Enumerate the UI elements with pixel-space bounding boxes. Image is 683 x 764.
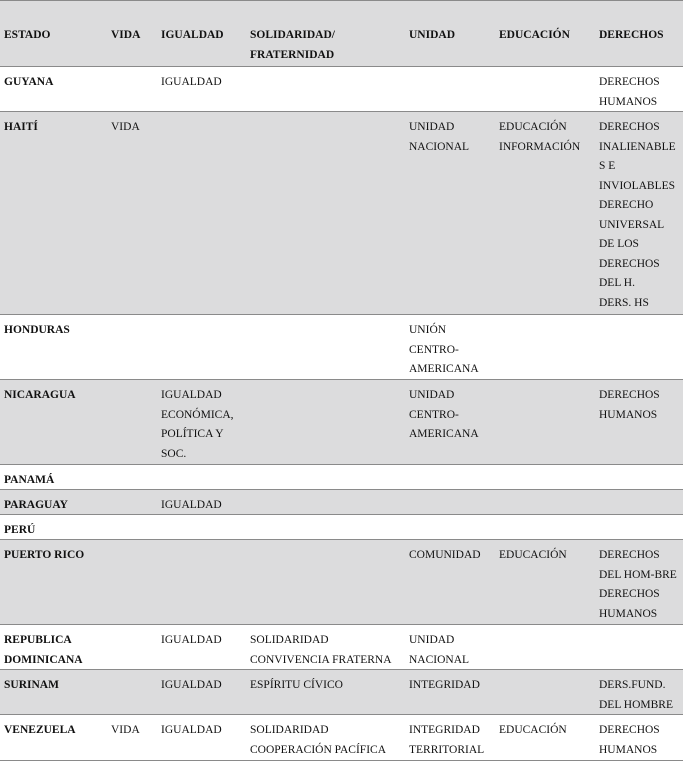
solidaridad-cell: SOLIDARIDAD COOPERACIÓN PACÍFICA [250,724,387,756]
solidaridad-cell: ESPÍRITU CÍVICO [250,679,343,691]
unidad-cell: INTEGRIDAD [409,679,480,691]
estado-cell: REPUBLICA DOMINICANA [4,634,83,666]
table-row [0,515,683,540]
column-header-educacion: EDUCACIÓN [499,29,570,41]
solidaridad-cell: SOLIDARIDAD CONVIVENCIA FRATERNA [250,634,392,666]
estado-cell: PERÚ [4,524,36,536]
column-header-estado: ESTADO [4,29,51,41]
igualdad-cell: IGUALDAD ECONÓMICA, POLÍTICA Y SOC. [161,389,234,460]
unidad-cell: INTEGRIDAD TERRITORIAL [409,724,485,756]
estado-cell: GUYANA [4,76,54,88]
estado-cell: PARAGUAY [4,499,68,511]
vida-cell: VIDA [111,121,140,133]
estado-cell: HONDURAS [4,324,70,336]
unidad-cell: COMUNIDAD [409,549,481,561]
table-row [0,715,683,761]
estado-cell: HAITÍ [4,121,38,133]
table-row [0,112,683,315]
igualdad-cell: IGUALDAD [161,634,222,646]
educacion-cell: EDUCACIÓN [499,724,567,736]
table-row [0,465,683,490]
igualdad-cell: IGUALDAD [161,499,222,511]
column-header-solidaridad: SOLIDARIDAD/ FRATERNIDAD [250,29,335,61]
derechos-cell: DERECHOS HUMANOS [599,76,660,108]
estado-cell: VENEZUELA [4,724,76,736]
table-row [0,67,683,112]
estado-cell: SURINAM [4,679,59,691]
igualdad-cell: IGUALDAD [161,724,222,736]
unidad-cell: UNIDAD CENTRO- AMERICANA [409,389,479,440]
unidad-cell: UNIÓN CENTRO- AMERICANA [409,324,479,375]
table-row [0,540,683,625]
table-row [0,490,683,515]
igualdad-cell: IGUALDAD [161,76,222,88]
column-header-vida: VIDA [111,29,141,41]
table-row [0,670,683,715]
educacion-cell: EDUCACIÓN INFORMACIÓN [499,121,581,153]
column-header-unidad: UNIDAD [409,29,455,41]
column-header-derechos: DERECHOS [599,29,664,41]
derechos-cell: DERECHOS DEL HOM-BRE DERECHOS HUMANOS [599,549,677,620]
table-header-row [0,1,683,67]
derechos-cell: DERECHOS HUMANOS [599,389,660,421]
unidad-cell: UNIDAD NACIONAL [409,634,470,666]
igualdad-cell: IGUALDAD [161,679,222,691]
estado-cell: PUERTO RICO [4,549,85,561]
vida-cell: VIDA [111,724,140,736]
educacion-cell: EDUCACIÓN [499,549,567,561]
derechos-cell: DERS.FUND. DEL HOMBRE [599,679,674,711]
table-row [0,315,683,380]
estado-cell: NICARAGUA [4,389,76,401]
derechos-cell: DERECHOS HUMANOS [599,724,660,756]
derechos-cell: DERECHOS INALIENABLE S E INVIOLABLES DERECHO UNIVERSAL DE LOS DERECHOS DEL H. DERS. HS [599,121,676,309]
column-header-igualdad: IGUALDAD [161,29,224,41]
unidad-cell: UNIDAD NACIONAL [409,121,470,153]
estado-cell: PANAMÁ [4,474,55,486]
table-row [0,625,683,670]
table-row [0,380,683,465]
